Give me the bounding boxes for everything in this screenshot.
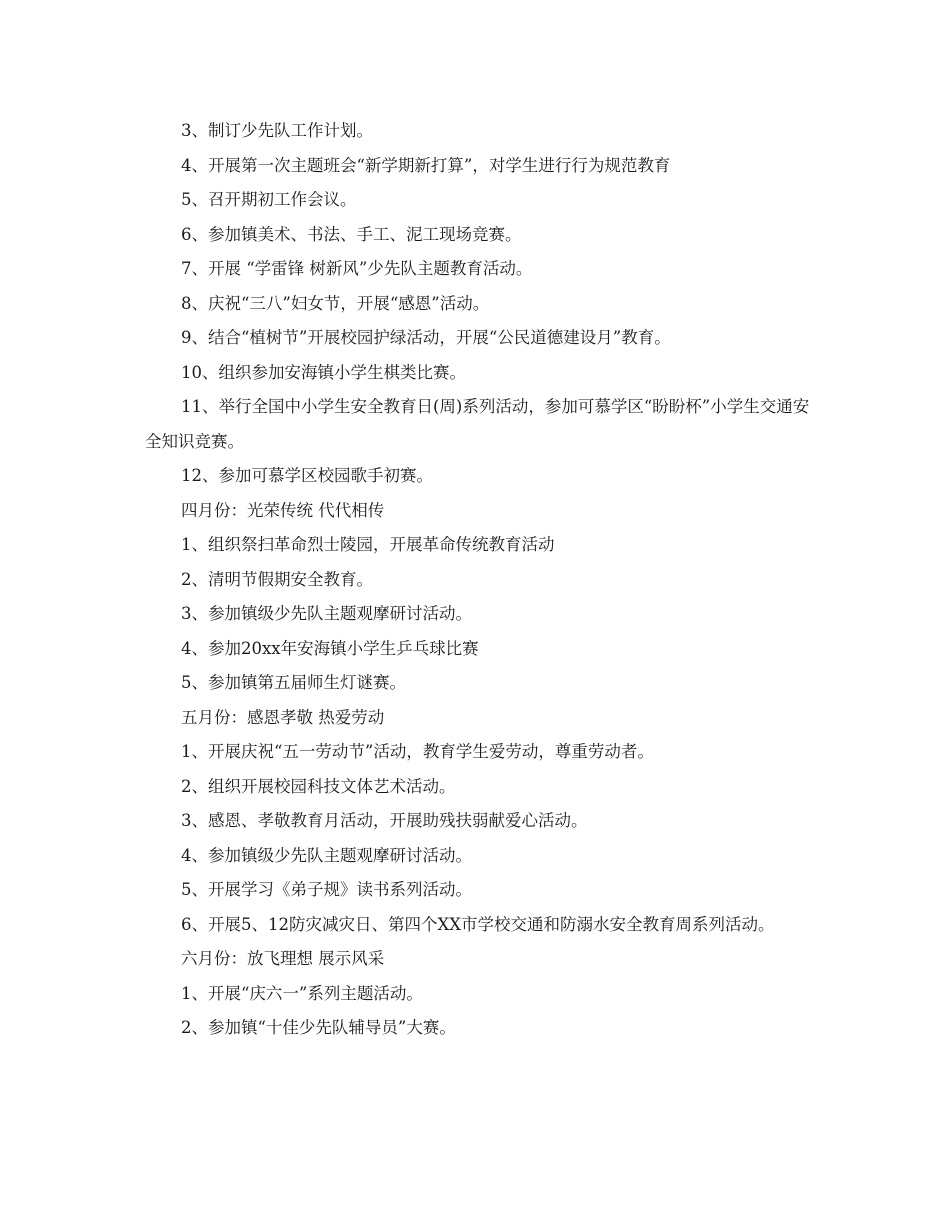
paragraph: 1、开展“庆六一”系列主题活动。 xyxy=(181,983,423,1003)
paragraph: 12、参加可慕学区校园歌手初赛。 xyxy=(181,466,433,485)
paragraph: 2、组织开展校园科技文体艺术活动。 xyxy=(181,776,456,796)
paragraph: 8、庆祝“三八”妇女节，开展“感恩”活动。 xyxy=(181,293,490,313)
paragraph: 2、清明节假期安全教育。 xyxy=(181,569,373,589)
paragraph: 2、参加镇“十佳少先队辅导员”大赛。 xyxy=(181,1018,456,1037)
paragraph: 6、参加镇美术、书法、手工、泥工现场竞赛。 xyxy=(181,224,522,244)
paragraph: 5、参加镇第五届师生灯谜赛。 xyxy=(181,673,406,692)
paragraph: 4、参加镇级少先队主题观摩研讨活动。 xyxy=(181,845,472,865)
section-heading-june: 六月份：放飞理想 展示风采 xyxy=(181,949,385,968)
paragraph: 6、开展5、12防灾减灾日、第四个XX市学校交通和防溺水安全教育周系列活动。 xyxy=(181,914,775,934)
paragraph: 5、召开期初工作会议。 xyxy=(181,190,357,209)
paragraph: 10、组织参加安海镇小学生棋类比赛。 xyxy=(181,362,466,382)
paragraph: 4、开展第一次主题班会“新学期新打算”，对学生进行行为规范教育 xyxy=(181,155,671,175)
paragraph: 3、感恩、孝敬教育月活动，开展助残扶弱献爱心活动。 xyxy=(181,811,588,830)
paragraph: 1、开展庆祝“五一劳动节”活动，教育学生爱劳动，尊重劳动者。 xyxy=(181,742,654,761)
paragraph: 9、结合“植树节”开展校园护绿活动，开展“公民道德建设月”教育。 xyxy=(181,328,671,347)
paragraph: 3、参加镇级少先队主题观摩研讨活动。 xyxy=(181,604,472,623)
paragraph: 3、制订少先队工作计划。 xyxy=(181,121,373,140)
paragraph: 1、组织祭扫革命烈士陵园，开展革命传统教育活动 xyxy=(181,535,555,554)
paragraph: 4、参加20xx年安海镇小学生乒乓球比赛 xyxy=(181,638,479,658)
paragraph: 7、开展 “学雷锋 树新风”少先队主题教育活动。 xyxy=(181,259,533,278)
paragraph: 5、开展学习《弟子规》读书系列活动。 xyxy=(181,880,472,899)
paragraph: 11、举行全国中小学生安全教育日(周)系列活动，参加可慕学区“盼盼杯”小学生交通安全知识竞赛。 xyxy=(145,397,810,451)
document-body xyxy=(145,114,810,1046)
section-heading-april: 四月份：光荣传统 代代相传 xyxy=(181,500,385,520)
section-heading-may: 五月份：感恩孝敬 热爱劳动 xyxy=(181,707,385,727)
